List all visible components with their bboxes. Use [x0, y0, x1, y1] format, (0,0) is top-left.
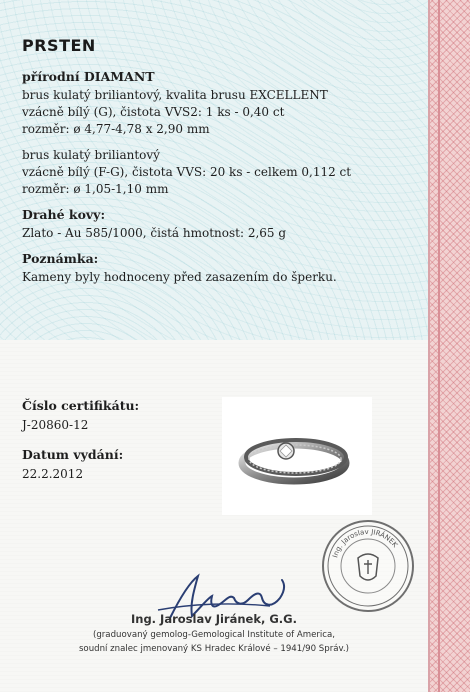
official-stamp	[322, 520, 414, 612]
diamond-section	[22, 69, 422, 138]
metals-line: Zlato - Au 585/1000, čistá hmotnost: 2,65 g	[22, 226, 287, 240]
ring-photo	[222, 397, 372, 515]
metals-heading: Drahé kovy:	[22, 207, 106, 222]
signer-name: Ing. Jaroslav Jiránek, G.G.	[130, 612, 297, 626]
stones-line: brus kulatý briliantový	[22, 148, 160, 162]
page-title: PRSTEN	[22, 36, 96, 55]
signer-appointment: soudní znalec jmenovaný KS Hradec Králové – 1941/90 Správ.)	[78, 644, 350, 654]
diamond-heading: přírodní DIAMANT	[22, 69, 155, 84]
decorative-border	[428, 0, 470, 692]
signer-credentials: (graduovaný gemolog-Gemological Institute of America,	[92, 630, 336, 640]
issue-date-label: Datum vydání:	[22, 447, 124, 462]
certificate-meta	[22, 398, 212, 496]
issue-date: 22.2.2012	[22, 467, 84, 481]
diamond-line: brus kulatý briliantový, kvalita brusu EXCELLENT	[22, 88, 328, 102]
diamond-line: vzácně bílý (G), čistota VVS2: 1 ks - 0,40 ct	[22, 105, 285, 119]
stones-line: rozměr: ø 1,05-1,10 mm	[22, 182, 169, 196]
certificate-details	[22, 36, 422, 295]
note-section	[22, 251, 422, 286]
note-line: Kameny byly hodnoceny před zasazením do šperku.	[22, 270, 337, 284]
metals-section	[22, 207, 422, 242]
note-heading: Poznámka:	[22, 251, 99, 266]
stamp-text: Ing. Jaroslav JIRÁNEK	[331, 527, 400, 559]
diamond-line: rozměr: ø 4,77-4,78 x 2,90 mm	[22, 122, 210, 136]
certificate-number: J-20860-12	[22, 418, 89, 432]
certificate-number-label: Číslo certifikátu:	[22, 398, 140, 413]
stones-line: vzácně bílý (F-G), čistota VVS: 20 ks - celkem 0,112 ct	[22, 165, 352, 179]
stones-section	[22, 147, 422, 198]
